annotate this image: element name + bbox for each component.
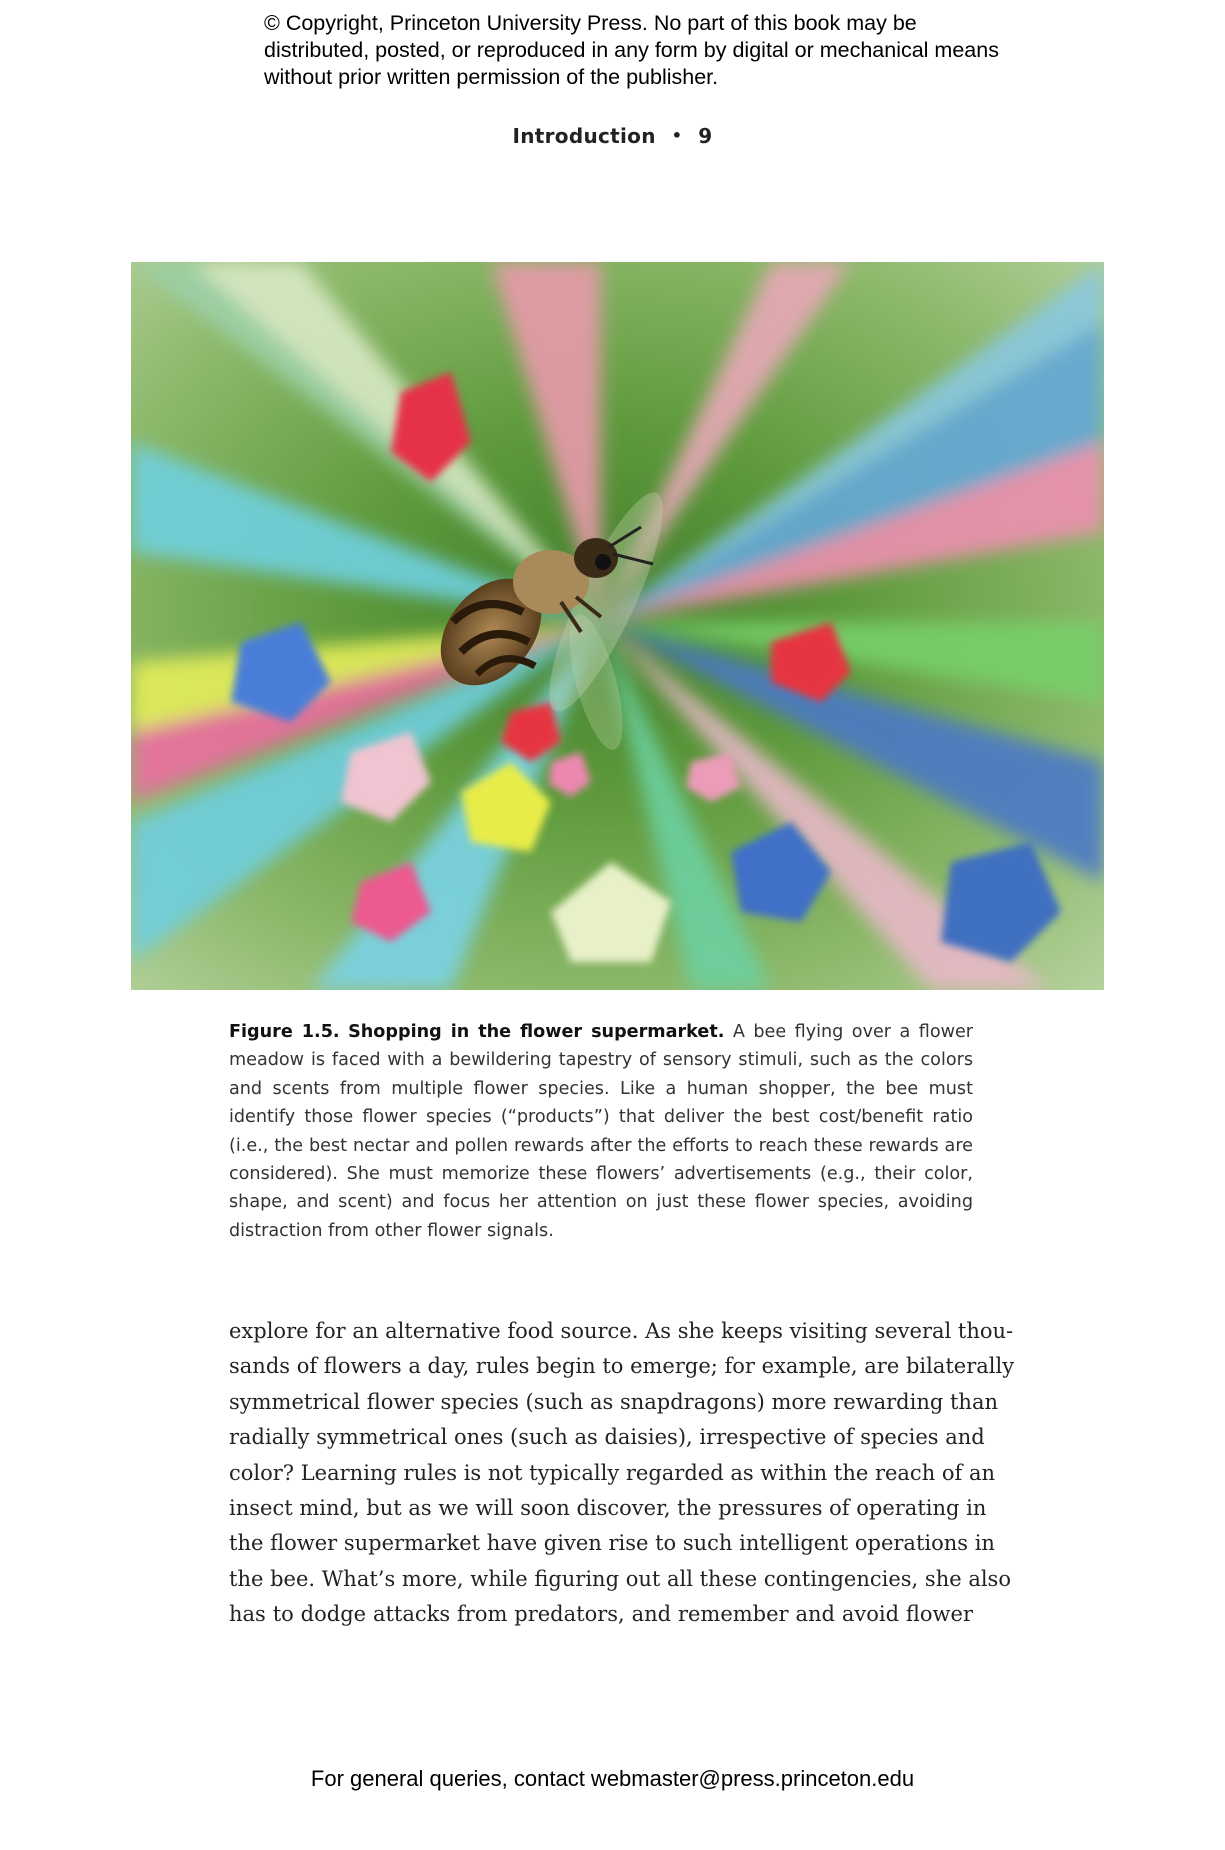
copyright-notice: © Copyright, Princeton University Press. No part of this book may be distributed, posted, or reproduced in any form by digital or mechanical means without prior written permission of the publisher.: [264, 11, 999, 89]
figure-caption: [229, 1018, 973, 1245]
body-line: has to dodge attacks from predators, and remember and avoid flower: [229, 1602, 973, 1627]
body-line: the flower supermarket have given rise to such intelligent operations in: [229, 1531, 995, 1556]
section-title: Introduction: [512, 124, 656, 148]
body-line: explore for an alternative food source. As she keeps visiting several thou-: [229, 1319, 1014, 1343]
figure-caption-text: A bee flying over a flower meadow is faced with a bewildering tapestry of sensory stimuli, such as the colors and scents from multiple flower species. Like a human shopper, the bee must identify those flower species (“products”) that deliver the best cost/benefit ratio (i.e., the best nectar and pollen rewards after the efforts to reach these rewards are considered). She must memorize these flowers’ advertisements (e.g., their color, shape, and scent) and focus her attention on just these flower species, avoiding distraction from other flower signals.: [229, 1022, 974, 1241]
figure-label: Figure 1.5.: [229, 1022, 340, 1042]
figure-photo-bee-in-flower-meadow: [131, 262, 1104, 990]
body-line: the bee. What’s more, while figuring out all these contingencies, she also: [229, 1566, 1011, 1591]
footer-contact: For general queries, contact webmaster@press.princeton.edu: [310, 1766, 915, 1791]
body-line: color? Learning rules is not typically regarded as within the reach of an: [229, 1460, 996, 1485]
separator-bullet: •: [671, 126, 683, 145]
body-line: symmetrical flower species (such as snapdragons) more rewarding than: [229, 1389, 998, 1414]
body-line: insect mind, but as we will soon discover, the pressures of operating in: [229, 1496, 987, 1521]
body-line: sands of flowers a day, rules begin to emerge; for example, are bilaterally: [229, 1354, 1015, 1379]
body-paragraph: [229, 1314, 1015, 1633]
figure-title: Shopping in the flower supermarket.: [348, 1022, 725, 1042]
page-number: 9: [698, 124, 713, 148]
running-head: [0, 124, 1225, 148]
body-line: radially symmetrical ones (such as daisies), irrespective of species and: [229, 1425, 985, 1450]
